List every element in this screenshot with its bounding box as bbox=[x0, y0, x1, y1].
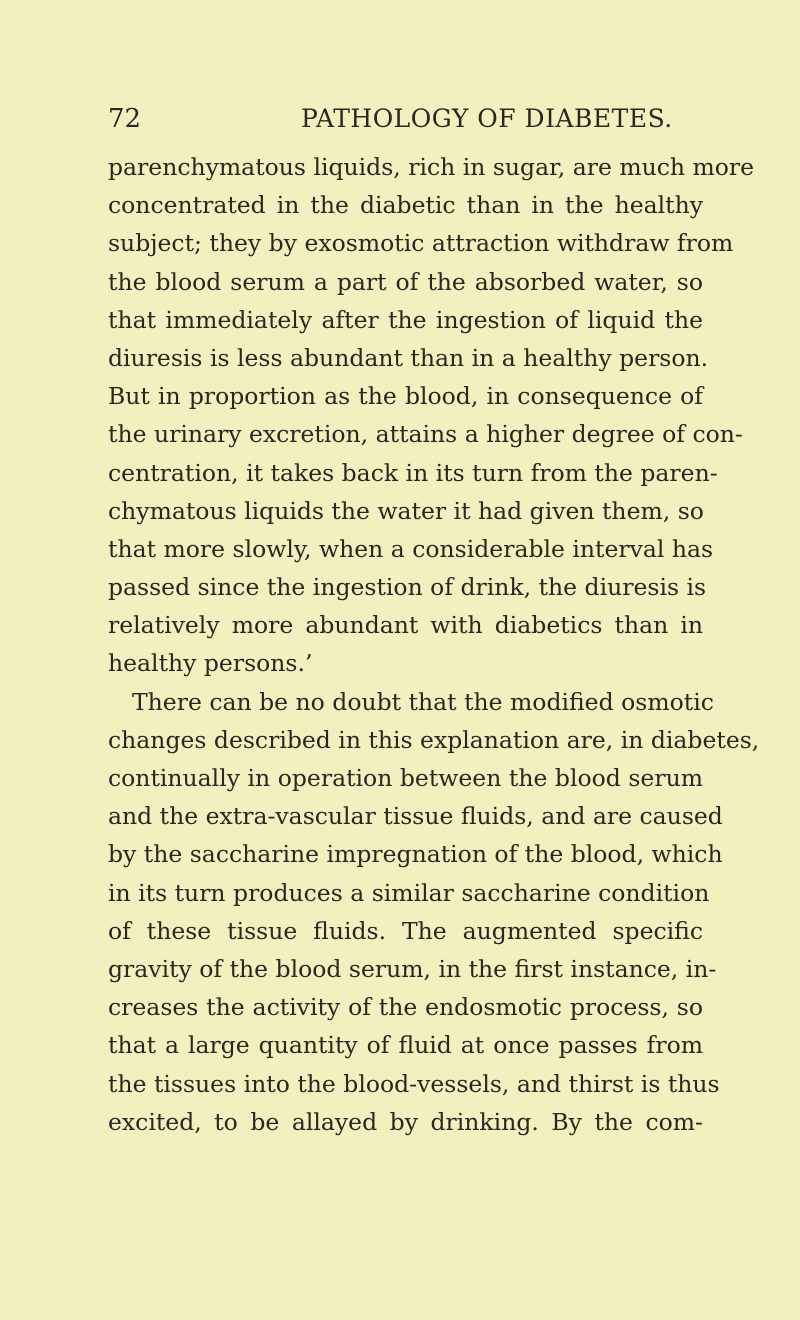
text-line: There can be no doubt that the modified osmotic bbox=[132, 687, 714, 716]
text-line: But in proportion as the blood, in consequence of bbox=[108, 382, 703, 411]
text-line: healthy persons.’ bbox=[108, 649, 313, 678]
text-line: excited, to be allayed by drinking. By the com- bbox=[108, 1107, 703, 1136]
text-line: the tissues into the blood-vessels, and thirst is thus bbox=[108, 1069, 720, 1098]
text-line: centration, it takes back in its turn from the paren- bbox=[108, 458, 718, 487]
text-line: of these tissue fluids. The augmented specific bbox=[108, 916, 703, 945]
text-line: relatively more abundant with diabetics than in bbox=[108, 611, 703, 640]
text-line: that immediately after the ingestion of liquid the bbox=[108, 305, 703, 334]
text-line: by the saccharine impregnation of the blood, which bbox=[108, 840, 723, 869]
text-line: parenchymatous liquids, rich in sugar, are much more bbox=[108, 153, 755, 181]
text-line: diuresis is less abundant than in a healthy person. bbox=[108, 343, 709, 372]
text-line: concentrated in the diabetic than in the healthy bbox=[108, 191, 703, 220]
running-title: PATHOLOGY OF DIABETES. bbox=[301, 104, 673, 133]
text-line: creases the activity of the endosmotic process, so bbox=[108, 993, 703, 1022]
text-line: that more slowly, when a considerable interval has bbox=[108, 534, 714, 563]
text-line: the urinary excretion, attains a higher degree of con- bbox=[108, 420, 743, 449]
body-text bbox=[108, 148, 760, 1141]
page-number: 72 bbox=[108, 104, 142, 134]
text-line: and the extra-vascular tissue fluids, and are caused bbox=[108, 802, 723, 831]
text-line: passed since the ingestion of drink, the diuresis is bbox=[108, 573, 707, 602]
text-line: gravity of the blood serum, in the first instance, in- bbox=[108, 954, 717, 983]
text-line: subject; they by exosmotic attraction withdraw from bbox=[108, 229, 734, 258]
text-line: chymatous liquids the water it had given them, so bbox=[108, 496, 704, 525]
page-header bbox=[108, 104, 708, 140]
text-line: continually in operation between the blood serum bbox=[108, 764, 703, 792]
text-line: the blood serum a part of the absorbed water, so bbox=[108, 267, 703, 296]
text-line: that a large quantity of fluid at once passes from bbox=[108, 1031, 703, 1060]
text-line: in its turn produces a similar saccharine condition bbox=[108, 878, 710, 907]
text-line: changes described in this explanation are, in diabetes, bbox=[108, 725, 760, 754]
